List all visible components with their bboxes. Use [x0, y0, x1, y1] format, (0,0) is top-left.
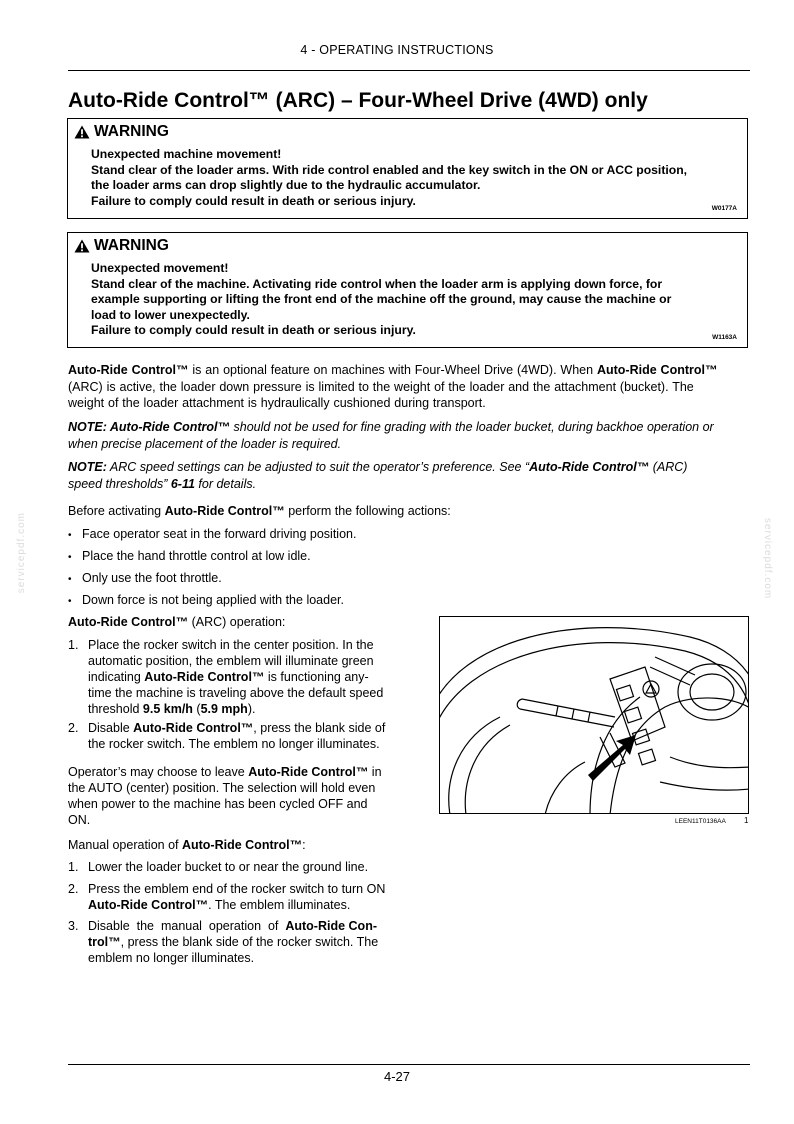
text-run: indicating: [88, 670, 145, 684]
manual-operation-heading: [68, 837, 403, 853]
product-name: Auto-Ride Control™: [529, 460, 650, 474]
text-line: (ARC) is active, the loader down pressure is limited to the weight of the loader and the attachment (bucket). The: [68, 379, 694, 394]
text-run: perform the following actions:: [284, 504, 451, 518]
text-run: for details.: [194, 476, 257, 491]
product-name: Auto-Ride Control™: [164, 504, 285, 518]
product-name: trol™: [88, 935, 121, 949]
text-run: Disable the manual operation of: [88, 919, 286, 933]
warning-box-unexpected-movement: [67, 232, 748, 348]
step-number: 2.: [68, 721, 79, 735]
text-line: the AUTO (center) position. The selection will hold even: [68, 781, 376, 795]
warning-code: W1163A: [712, 334, 737, 341]
warning-text: [91, 261, 729, 339]
page-number: 4-27: [383, 1069, 411, 1084]
warning-line: Stand clear of the machine. Activating ride control when the loader arm is applying down force, for: [91, 276, 663, 291]
warning-line: Unexpected machine movement!: [91, 147, 282, 161]
product-name: Auto-Ride Control™: [596, 363, 718, 377]
text-line: Press the emblem end of the rocker switch to turn ON: [88, 882, 386, 896]
text-line: when power to the machine has been cycled OFF and: [68, 797, 368, 811]
rocker-switch-illustration: [439, 616, 749, 814]
speed-value: 9.5 km/h: [142, 702, 193, 716]
chapter-header: 4 - OPERATING INSTRUCTIONS: [300, 43, 494, 57]
warning-line: Unexpected movement!: [91, 261, 229, 275]
text-run: threshold: [88, 702, 143, 716]
warning-heading: WARNING: [94, 123, 169, 140]
product-name: Auto-Ride Control™: [181, 838, 303, 852]
text-run: ).: [247, 702, 256, 716]
list-item-text: Face operator seat in the forward driving position.: [82, 527, 357, 541]
before-activating-text: [68, 503, 750, 520]
footer-divider: [68, 1064, 750, 1065]
bullet-icon: •: [68, 574, 72, 585]
warning-triangle-icon: [74, 125, 90, 139]
list-item-text: Only use the foot throttle.: [82, 571, 222, 585]
text-run: Operator’s may choose to leave: [68, 765, 249, 779]
intro-paragraph: [68, 362, 750, 412]
warning-line: Stand clear of the loader arms. With ride control enabled and the key switch in the ON or ACC position,: [91, 162, 688, 177]
step-number: 3.: [68, 919, 79, 933]
text-run: is functioning any-: [264, 670, 369, 684]
bullet-icon: •: [68, 552, 72, 563]
text-run: is an optional feature on machines with Four-Wheel Drive (4WD). When: [188, 363, 597, 377]
page-reference-link[interactable]: 6-11: [170, 476, 195, 491]
text-line: weight of the loader attachment is hydraulically cushioned during transport.: [68, 396, 486, 410]
text-line: ON.: [68, 813, 91, 827]
product-name: Auto-Ride Control™: [68, 363, 189, 377]
step-number: 1.: [68, 638, 79, 652]
product-name: Auto-Ride Control™: [88, 898, 209, 912]
pointer-arrow-icon: [588, 735, 636, 781]
steering-column-drawing: [440, 617, 749, 814]
text-run: , press the blank side of: [253, 721, 386, 735]
text-run: , press the blank side of the rocker switch. The: [120, 935, 379, 949]
text-run: Before activating: [68, 504, 165, 518]
warning-text: [91, 147, 729, 209]
text-run: Disable: [88, 721, 134, 735]
text-line: time the machine is traveling above the default speed: [88, 686, 384, 700]
section-title: Auto-Ride Control™ (ARC) – Four-Wheel Drive (4WD) only: [68, 89, 648, 112]
operators-paragraph: [68, 764, 403, 828]
text-run: (: [192, 702, 201, 716]
product-name: Auto-Ride Control™: [144, 670, 265, 684]
text-run: :: [302, 838, 306, 852]
header-divider: [68, 70, 750, 71]
watermark-left: servicepdf.com: [16, 512, 27, 594]
step-number: 1.: [68, 860, 79, 874]
watermark-right: servicepdf.com: [762, 518, 773, 600]
text-run: should not be used for fine grading with the loader bucket, during backhoe operation or: [230, 420, 714, 434]
warning-box-machine-movement: [67, 118, 748, 219]
text-run: Manual operation of: [68, 838, 182, 852]
note-speed-settings: [68, 459, 750, 492]
warning-triangle-icon: [74, 239, 90, 253]
note-fine-grading: [68, 419, 750, 452]
text-run: (ARC): [649, 460, 688, 474]
product-name: Auto-Ride Control™: [106, 420, 231, 434]
speed-value: 5.9 mph: [200, 702, 248, 716]
text-line: emblem no longer illuminates.: [88, 951, 255, 965]
warning-line: load to lower unexpectedly.: [91, 307, 250, 322]
warning-heading: WARNING: [94, 237, 169, 254]
text-line: the rocker switch. The emblem no longer illuminates.: [88, 737, 380, 751]
text-run: ARC speed settings can be adjusted to suit the operator’s preference. See “: [106, 460, 530, 474]
text-run: speed thresholds”: [68, 476, 171, 491]
product-name: Auto-Ride Con-: [285, 919, 377, 933]
list-item: [68, 571, 356, 593]
arc-operation-heading: [68, 614, 403, 630]
list-item: [68, 593, 356, 615]
text-line: Place the rocker switch in the center position. In the: [88, 638, 374, 652]
text-run: in: [368, 765, 382, 779]
product-name: Auto-Ride Control™: [68, 615, 189, 629]
list-item: [68, 527, 356, 549]
list-item: [68, 549, 356, 571]
warning-line: example supporting or lifting the front end of the machine off the ground, may cause the machine or: [91, 292, 672, 306]
figure-number: 1: [744, 816, 749, 825]
note-label: NOTE:: [68, 460, 107, 474]
list-item-text: Down force is not being applied with the loader.: [82, 593, 344, 607]
text-line: Lower the loader bucket to or near the ground line.: [88, 860, 369, 874]
warning-line: the loader arms can drop slightly due to the hydraulic accumulator.: [91, 178, 481, 192]
text-run: . The emblem illuminates.: [208, 898, 351, 912]
bullet-icon: •: [68, 530, 72, 541]
warning-line: Failure to comply could result in death or serious injury.: [91, 193, 416, 208]
text-run: (ARC) operation:: [188, 615, 286, 629]
product-name: Auto-Ride Control™: [248, 765, 369, 779]
warning-line: Failure to comply could result in death or serious injury.: [91, 323, 416, 337]
list-item-text: Place the hand throttle control at low idle.: [82, 549, 311, 563]
note-label: NOTE:: [68, 420, 107, 434]
figure-caption: LEEN11T0136AA: [675, 818, 726, 825]
text-line: automatic position, the emblem will illuminate green: [88, 654, 374, 668]
warning-code: W0177A: [711, 205, 737, 212]
text-line: when precise placement of the loader is required.: [68, 436, 342, 451]
bullet-icon: •: [68, 596, 72, 607]
product-name: Auto-Ride Control™: [133, 721, 254, 735]
preconditions-list: [68, 527, 356, 615]
step-number: 2.: [68, 882, 79, 896]
